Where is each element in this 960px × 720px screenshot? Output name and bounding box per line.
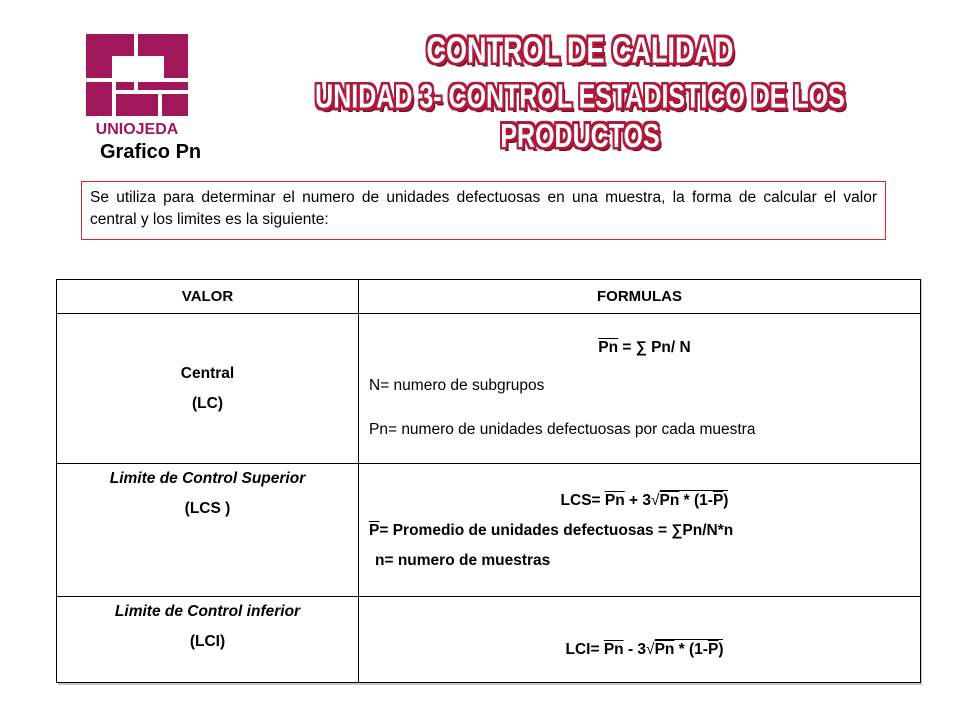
sqrt-icon: √ xyxy=(651,491,660,509)
pn-bar: $\overline{Pn}$ xyxy=(603,640,624,658)
logo-text: UNIOJEDA xyxy=(95,121,179,138)
radicand: Pn * $(1-\overline{P})$ xyxy=(659,491,729,509)
pn-bar: $\overline{Pn}$ xyxy=(598,338,619,356)
cell-central-formula xyxy=(359,314,921,464)
formulas-table xyxy=(56,279,921,683)
row-label-1: Limite de Control Superior xyxy=(109,470,306,488)
note-n: N= numero de subgrupos xyxy=(369,376,545,394)
note-n-muestras: n= numero de muestras xyxy=(375,551,551,569)
formula-lead: LCS= xyxy=(560,491,605,509)
formula-lcs xyxy=(369,490,920,511)
sqrt-icon: √ xyxy=(646,640,655,658)
description-box: Se utiliza para determinar el numero de unidades defectuosas en una muestra, la forma de calcular el valor central y los limites es la siguiente: xyxy=(81,181,886,240)
formula-op: - 3 xyxy=(623,640,647,658)
cell-lcs-label xyxy=(57,464,359,596)
header-formulas: FORMULAS xyxy=(359,280,921,314)
row-label-2: (LCS ) xyxy=(184,500,231,518)
page-subtitle-unit: UNIDAD 3- CONTROL ESTADISTICO DE LOS PRODUCTOS xyxy=(315,78,845,155)
formula-lead: LCI= xyxy=(565,640,604,658)
uniojeda-logo xyxy=(82,30,192,138)
table-row-lcs xyxy=(57,464,921,596)
cell-lcs-formula xyxy=(359,464,921,596)
header-valor: VALOR xyxy=(57,280,359,314)
note-pn: Pn= numero de unidades defectuosas por cada muestra xyxy=(369,420,756,438)
formula-central xyxy=(369,338,920,358)
formula-op: + 3 xyxy=(624,491,652,509)
row-label-2: (LC) xyxy=(192,394,223,412)
radicand: Pn * $(1-\overline{P})$ xyxy=(654,640,724,658)
table-header-row xyxy=(57,280,921,314)
row-label-1: Central xyxy=(180,364,235,382)
formula-lci xyxy=(369,619,920,660)
page-title: CONTROL DE CALIDAD xyxy=(426,30,734,71)
row-label-1: Limite de Control inferior xyxy=(114,602,301,620)
formula-rest: = ∑ Pn/ N xyxy=(618,338,691,356)
section-heading: Grafico Pn xyxy=(100,141,202,163)
cell-central-label xyxy=(57,314,359,464)
cell-lci-label xyxy=(57,596,359,682)
cell-lci-formula xyxy=(359,596,921,682)
table-row-central xyxy=(57,314,921,464)
pn-bar: $\overline{Pn}$ xyxy=(604,491,625,509)
note-p: $\overline{P}=$ Promedio de unidades defectuosas = ∑Pn/N*n xyxy=(369,521,734,539)
table-row-lci xyxy=(57,596,921,682)
row-label-2: (LCI) xyxy=(189,632,226,650)
